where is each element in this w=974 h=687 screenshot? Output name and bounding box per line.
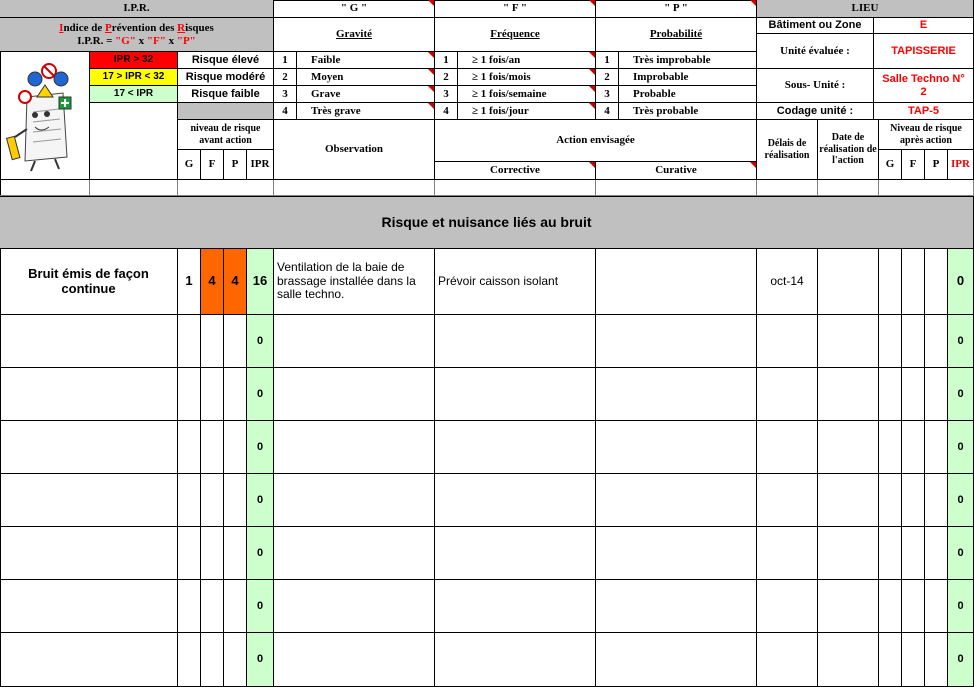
col-p-header: P [224, 150, 247, 180]
spacer-row-cell [757, 180, 818, 196]
corrective-cell[interactable]: Prévoir caisson isolant [435, 249, 596, 315]
col-f-header: F [201, 150, 224, 180]
ipr-level-high-label: Risque élevé [178, 52, 274, 69]
curative-cell[interactable] [596, 315, 757, 368]
safety-cartoon-image [0, 52, 90, 180]
observation-header: Observation [274, 120, 435, 180]
delais-cell[interactable] [757, 368, 818, 421]
frequence-row-label: ≥ 1 fois/an [458, 52, 596, 69]
ipr-after-cell[interactable]: 0 [948, 580, 974, 633]
corrective-cell[interactable] [435, 580, 596, 633]
batiment-label: Bâtiment ou Zone [757, 18, 874, 34]
f-after-cell[interactable] [902, 527, 925, 580]
corrective-cell[interactable] [435, 315, 596, 368]
frequence-row-num: 4 [435, 103, 458, 120]
risk-name-cell[interactable] [0, 421, 178, 474]
delais-cell[interactable] [757, 527, 818, 580]
frequence-row-label: ≥ 1 fois/semaine [458, 86, 596, 103]
risk-g-cell[interactable] [178, 580, 201, 633]
date-cell[interactable] [818, 527, 879, 580]
ipr-after-cell[interactable]: 0 [948, 421, 974, 474]
risk-ipr-cell[interactable]: 0 [247, 421, 274, 474]
frequence-row-num: 3 [435, 86, 458, 103]
risk-f-cell[interactable] [201, 633, 224, 687]
risk-f-cell[interactable] [201, 474, 224, 527]
risk-ipr-cell[interactable]: 0 [247, 633, 274, 687]
risk-g-cell[interactable] [178, 368, 201, 421]
corrective-cell[interactable] [435, 527, 596, 580]
f-after-cell[interactable] [902, 580, 925, 633]
observation-cell[interactable] [274, 368, 435, 421]
g-after-cell[interactable] [879, 527, 902, 580]
risk-name-cell[interactable] [0, 527, 178, 580]
spacer-row-cell [90, 180, 178, 196]
ipr-level-low-range: 17 < IPR [90, 86, 178, 103]
p-after-cell[interactable] [925, 368, 948, 421]
g-after-cell[interactable] [879, 421, 902, 474]
curative-cell[interactable] [596, 633, 757, 687]
risk-p-cell[interactable] [224, 633, 247, 687]
ipr-title: I.P.R. [0, 0, 274, 18]
ipr-level-high-range: IPR > 32 [90, 52, 178, 69]
unite-label: Unité évaluée : [757, 34, 874, 69]
f-after-cell[interactable] [902, 315, 925, 368]
spacer-row-cell [879, 180, 974, 196]
spacer-row-cell [596, 180, 757, 196]
gravite-row-label: Très grave [297, 103, 435, 120]
ipr-after-cell[interactable]: 0 [948, 474, 974, 527]
risk-p-cell[interactable] [224, 527, 247, 580]
p-after-cell[interactable] [925, 249, 948, 315]
observation-cell[interactable] [274, 527, 435, 580]
corrective-cell[interactable] [435, 633, 596, 687]
risk-name-cell[interactable] [0, 633, 178, 687]
ipr-filler [178, 103, 274, 120]
frequence-title: Fréquence [435, 18, 596, 52]
date-cell[interactable] [818, 474, 879, 527]
curative-cell[interactable] [596, 580, 757, 633]
curative-header: Curative [596, 162, 757, 180]
g-after-cell[interactable] [879, 474, 902, 527]
lieu-title: LIEU [757, 0, 974, 18]
risk-g-cell[interactable] [178, 421, 201, 474]
curative-cell[interactable] [596, 249, 757, 315]
spacer-row-cell [274, 180, 435, 196]
risk-p-cell[interactable] [224, 368, 247, 421]
risk-f-cell[interactable] [201, 421, 224, 474]
frequence-row-label: ≥ 1 fois/jour [458, 103, 596, 120]
risk-p-cell[interactable] [224, 315, 247, 368]
g-after-cell[interactable] [879, 249, 902, 315]
sous-unite-value[interactable]: Salle Techno N° 2 [874, 69, 974, 103]
risk-f-cell[interactable] [201, 315, 224, 368]
observation-cell[interactable] [274, 421, 435, 474]
probabilite-title: Probabilité [596, 18, 757, 52]
risk-ipr-cell[interactable]: 0 [247, 368, 274, 421]
codage-value[interactable]: TAP-5 [874, 103, 974, 120]
ipr-after-cell[interactable]: 0 [948, 315, 974, 368]
probabilite-row-label: Très improbable [619, 52, 757, 69]
risk-p-cell[interactable] [224, 580, 247, 633]
gravite-row-num: 1 [274, 52, 297, 69]
gravite-row-label: Faible [297, 52, 435, 69]
g-after-cell[interactable] [879, 633, 902, 687]
corrective-cell[interactable] [435, 368, 596, 421]
risk-p-cell[interactable] [224, 474, 247, 527]
gravite-row-label: Grave [297, 86, 435, 103]
niveau-avant-header: niveau de risque avant action [178, 120, 274, 150]
risk-f-cell[interactable]: 4 [201, 249, 224, 315]
p-after-cell[interactable] [925, 421, 948, 474]
col-f-after-header: F [902, 150, 925, 180]
f-after-cell[interactable] [902, 368, 925, 421]
risk-g-cell[interactable] [178, 474, 201, 527]
p-after-cell[interactable] [925, 633, 948, 687]
frequence-header[interactable]: " F " [435, 0, 596, 18]
safety-signs-icon [5, 57, 85, 175]
frequence-row-num: 1 [435, 52, 458, 69]
risk-g-cell[interactable]: 1 [178, 249, 201, 315]
date-cell[interactable] [818, 315, 879, 368]
risk-ipr-cell[interactable]: 0 [247, 315, 274, 368]
risk-p-cell[interactable]: 4 [224, 249, 247, 315]
f-after-cell[interactable] [902, 633, 925, 687]
delais-header: Délais de réalisation [757, 120, 818, 180]
probabilite-row-label: Improbable [619, 69, 757, 86]
delais-cell[interactable] [757, 315, 818, 368]
risk-f-cell[interactable] [201, 527, 224, 580]
batiment-value[interactable]: E [874, 18, 974, 34]
curative-cell[interactable] [596, 474, 757, 527]
ipr-blank [90, 103, 178, 180]
col-p-after-header: P [925, 150, 948, 180]
f-after-cell[interactable] [902, 421, 925, 474]
spacer-row-cell [435, 180, 596, 196]
p-after-cell[interactable] [925, 474, 948, 527]
risk-name-cell[interactable] [0, 368, 178, 421]
gravite-row-num: 4 [274, 103, 297, 120]
risk-ipr-cell[interactable]: 0 [247, 580, 274, 633]
observation-cell[interactable] [274, 474, 435, 527]
gravite-row-num: 2 [274, 69, 297, 86]
action-header: Action envisagée [435, 120, 757, 162]
observation-cell[interactable] [274, 315, 435, 368]
risk-name-cell[interactable] [0, 580, 178, 633]
col-ipr-after-header: IPR [948, 150, 974, 180]
risk-name-cell[interactable] [0, 315, 178, 368]
ipr-after-cell[interactable]: 0 [948, 368, 974, 421]
date-cell[interactable] [818, 633, 879, 687]
gravite-title: Gravité [274, 18, 435, 52]
ipr-formula: I.P.R. = "G" x "F" x "P" [77, 34, 196, 47]
date-cell[interactable] [818, 421, 879, 474]
ipr-level-low-label: Risque faible [178, 86, 274, 103]
observation-cell[interactable] [274, 633, 435, 687]
delais-cell[interactable] [757, 580, 818, 633]
frequence-row-num: 2 [435, 69, 458, 86]
gravite-header[interactable]: " G " [274, 0, 435, 18]
date-cell[interactable] [818, 368, 879, 421]
probabilite-row-num: 4 [596, 103, 619, 120]
ipr-after-cell[interactable]: 0 [948, 249, 974, 315]
ipr-subtitle: Indice de Prévention des Risques [59, 21, 214, 34]
risk-f-cell[interactable] [201, 580, 224, 633]
date-cell[interactable] [818, 580, 879, 633]
unite-value[interactable]: TAPISSERIE [874, 34, 974, 69]
p-after-cell[interactable] [925, 527, 948, 580]
spacer-row-cell [178, 180, 274, 196]
spacer-row-cell [818, 180, 879, 196]
corrective-cell[interactable] [435, 474, 596, 527]
delais-cell[interactable] [757, 474, 818, 527]
probabilite-row-label: Probable [619, 86, 757, 103]
curative-cell[interactable] [596, 368, 757, 421]
risk-name-cell[interactable] [0, 474, 178, 527]
gravite-row-label: Moyen [297, 69, 435, 86]
delais-cell[interactable]: oct-14 [757, 249, 818, 315]
spacer-row-cell [0, 180, 90, 196]
gravite-row-num: 3 [274, 86, 297, 103]
risk-ipr-cell[interactable]: 0 [247, 474, 274, 527]
delais-cell[interactable] [757, 421, 818, 474]
ipr-after-cell[interactable]: 0 [948, 633, 974, 687]
risk-f-cell[interactable] [201, 368, 224, 421]
corrective-header: Corrective [435, 162, 596, 180]
risk-g-cell[interactable] [178, 527, 201, 580]
f-after-cell[interactable] [902, 474, 925, 527]
codage-label: Codage unité : [757, 103, 874, 120]
observation-cell[interactable] [274, 580, 435, 633]
frequence-row-label: ≥ 1 fois/mois [458, 69, 596, 86]
corrective-cell[interactable] [435, 421, 596, 474]
delais-cell[interactable] [757, 633, 818, 687]
g-after-cell[interactable] [879, 368, 902, 421]
observation-cell[interactable]: Ventilation de la baie de brassage installée dans la salle techno. [274, 249, 435, 315]
p-after-cell[interactable] [925, 580, 948, 633]
probabilite-row-label: Très probable [619, 103, 757, 120]
ipr-after-cell[interactable]: 0 [948, 527, 974, 580]
curative-cell[interactable] [596, 527, 757, 580]
risk-p-cell[interactable] [224, 421, 247, 474]
section-title: Risque et nuisance liés au bruit [0, 196, 974, 249]
col-g-after-header: G [879, 150, 902, 180]
col-g-header: G [178, 150, 201, 180]
date-cell[interactable] [818, 249, 879, 315]
g-after-cell[interactable] [879, 580, 902, 633]
risk-g-cell[interactable] [178, 633, 201, 687]
niveau-apres-header: Niveau de risque après action [879, 120, 974, 150]
ipr-level-medium-label: Risque modéré [178, 69, 274, 86]
probabilite-row-num: 1 [596, 52, 619, 69]
sous-unite-label: Sous- Unité : [757, 69, 874, 103]
probabilite-header[interactable]: " P " [596, 0, 757, 18]
risk-name-cell[interactable]: Bruit émis de façon continue [0, 249, 178, 315]
risk-g-cell[interactable] [178, 315, 201, 368]
probabilite-row-num: 2 [596, 69, 619, 86]
g-after-cell[interactable] [879, 315, 902, 368]
risk-ipr-cell[interactable]: 16 [247, 249, 274, 315]
p-after-cell[interactable] [925, 315, 948, 368]
curative-cell[interactable] [596, 421, 757, 474]
col-ipr-header: IPR [247, 150, 274, 180]
f-after-cell[interactable] [902, 249, 925, 315]
probabilite-row-num: 3 [596, 86, 619, 103]
date-realisation-header: Date de réalisation de l'action [818, 120, 879, 180]
ipr-definition [0, 18, 274, 52]
risk-ipr-cell[interactable]: 0 [247, 527, 274, 580]
ipr-level-medium-range: 17 > IPR < 32 [90, 69, 178, 86]
